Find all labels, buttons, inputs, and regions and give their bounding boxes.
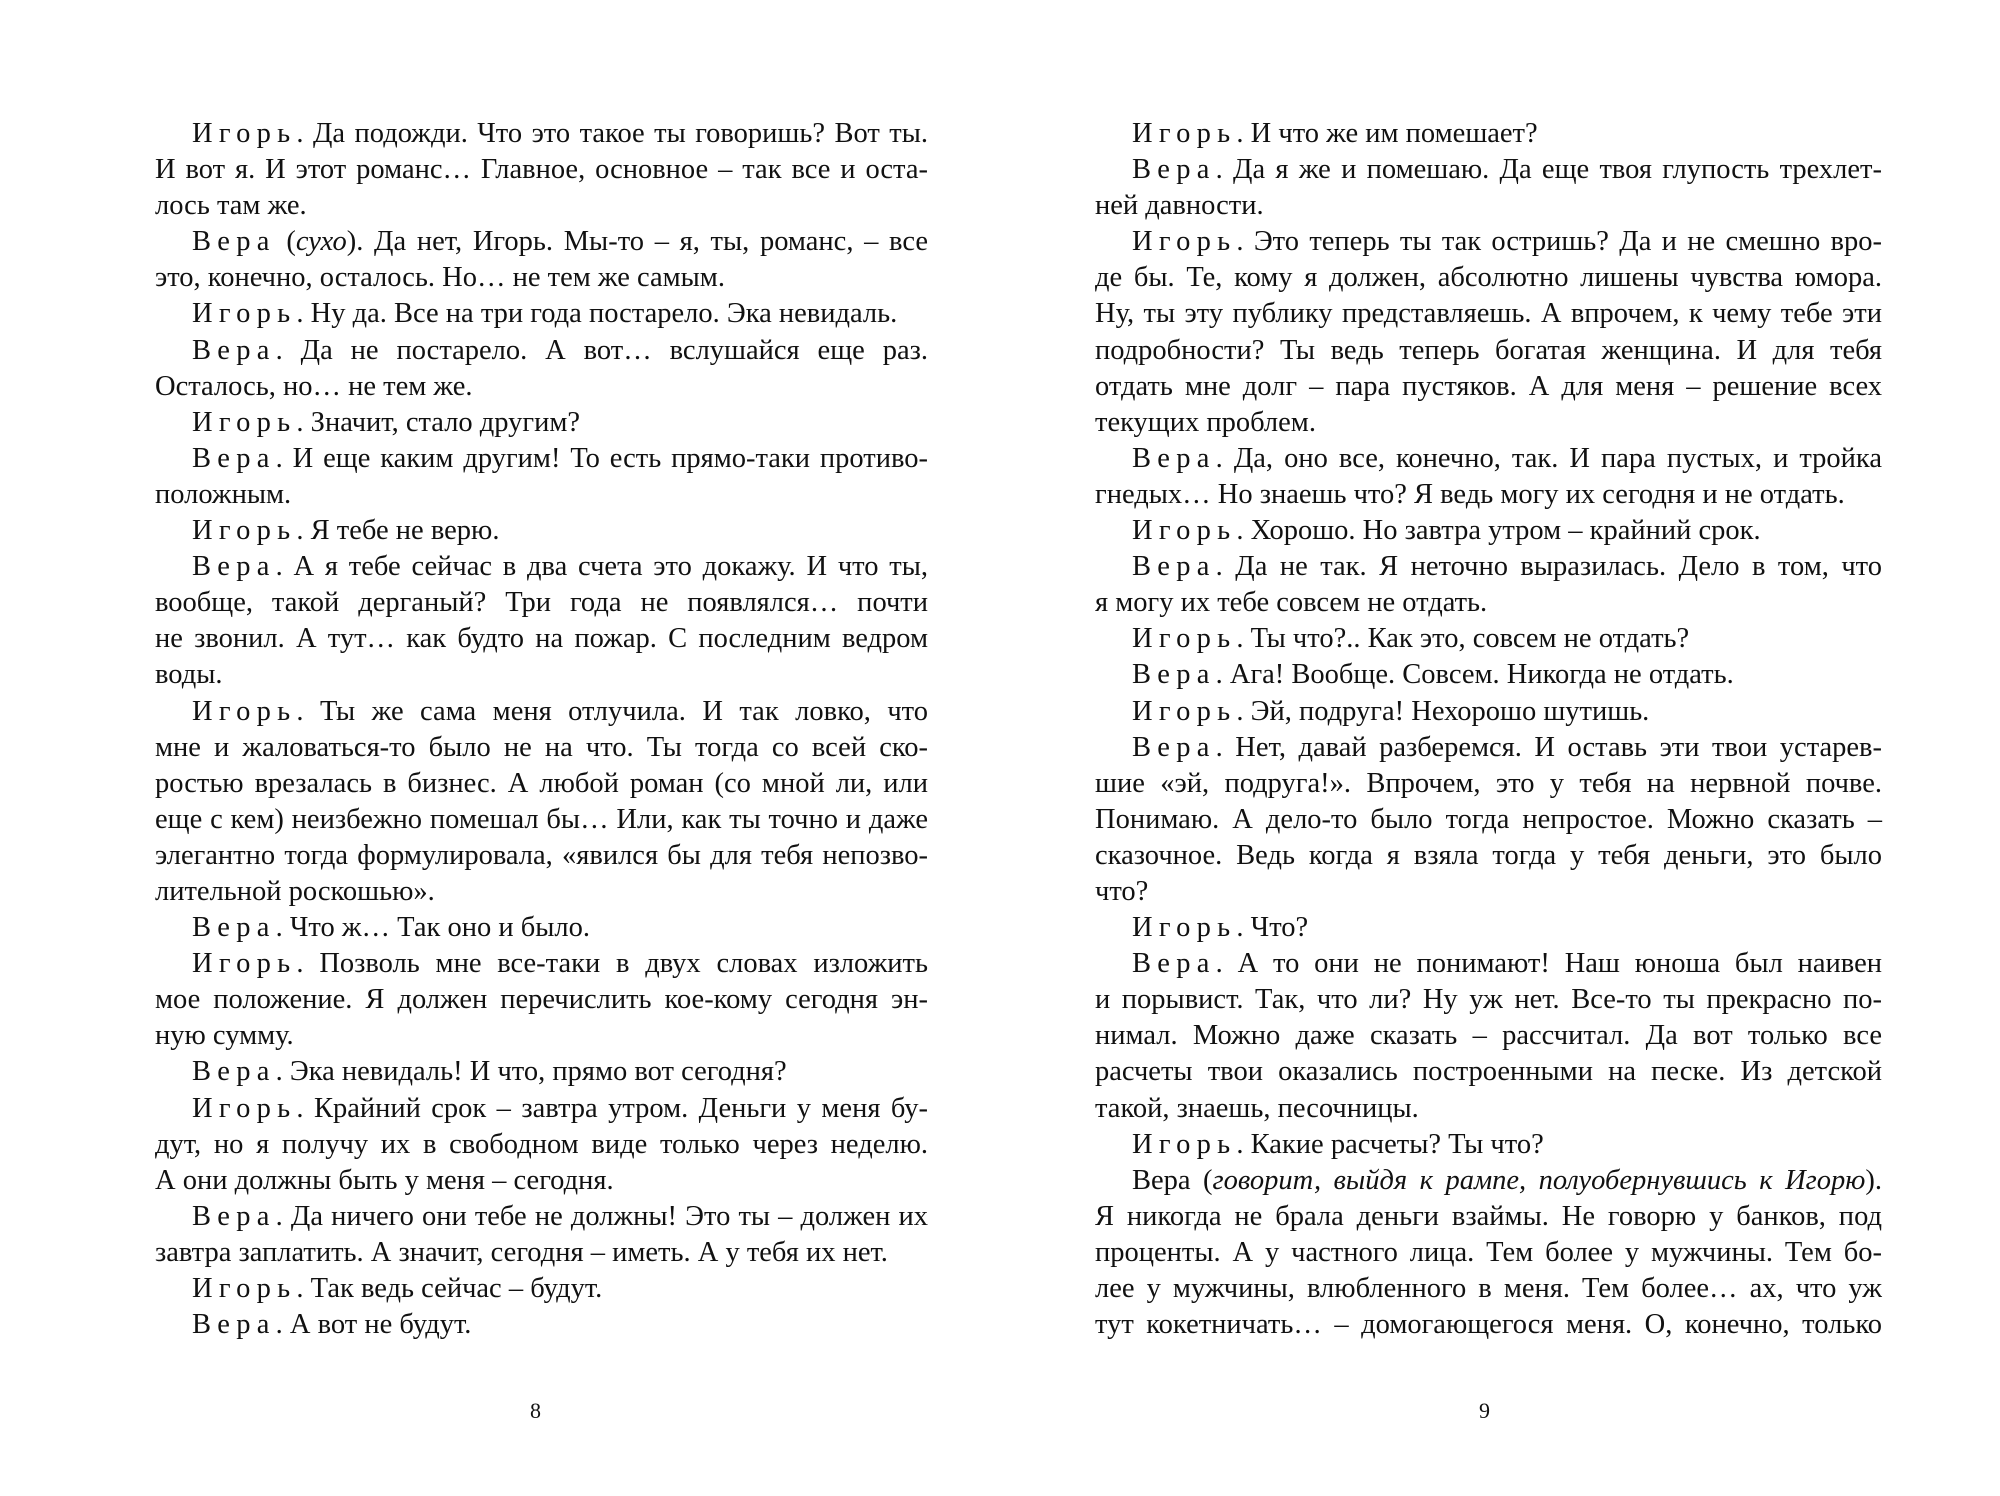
- line-text: . Позволь мне все-таки в двух словах изложить: [296, 948, 928, 980]
- text-line: [155, 152, 928, 188]
- text-line: [155, 838, 928, 874]
- line-text: нимал. Можно даже сказать – рассчитал. Да вот только все: [1095, 1020, 1882, 1052]
- paragraph: [155, 1271, 928, 1307]
- text-line: [1095, 730, 1882, 766]
- line-text: . Что?: [1236, 912, 1309, 944]
- line-text: Осталось, но… не тем же.: [155, 370, 473, 402]
- line-text: . Какие расчеты? Ты что?: [1236, 1128, 1544, 1160]
- paragraph: [1095, 441, 1882, 513]
- speaker-name: Игорь: [192, 1092, 297, 1124]
- paragraph: [155, 549, 928, 693]
- text-line: [155, 1271, 928, 1307]
- line-text: лительной роскошью».: [155, 875, 435, 907]
- text-line: [155, 946, 928, 982]
- text-line: [1095, 946, 1882, 982]
- paragraph: [1095, 621, 1882, 657]
- text-line: [155, 296, 928, 332]
- text-line: [155, 441, 928, 477]
- paragraph: [155, 1307, 928, 1343]
- line-text: ростью врезалась в бизнес. А любой роман (со мной ли, или: [155, 767, 928, 799]
- paragraph: [1095, 116, 1882, 152]
- line-text: . Эй, подруга! Нехорошо шутишь.: [1236, 695, 1650, 727]
- paragraph: [155, 1054, 928, 1090]
- line-text: шие «эй, подруга!». Впрочем, это у тебя на нервной почве.: [1095, 767, 1882, 799]
- text-line: [155, 1127, 928, 1163]
- line-text: . Хорошо. Но завтра утром – крайний срок.: [1236, 515, 1761, 547]
- paragraph: [1095, 910, 1882, 946]
- text-line: [155, 802, 928, 838]
- paragraph: [1095, 1163, 1882, 1343]
- line-text: . Эка невидаль! И что, прямо вот сегодня?: [275, 1056, 787, 1088]
- line-text: ней давности.: [1095, 190, 1264, 222]
- text-line: [1095, 1127, 1882, 1163]
- paragraph: [1095, 224, 1882, 441]
- text-line: [155, 1054, 928, 1090]
- line-text: я могу их тебе совсем не отдать.: [1095, 587, 1488, 619]
- line-text: . Да я же и помешаю. Да еще твоя глупость трехлет-: [1215, 154, 1882, 186]
- text-line: [1095, 910, 1882, 946]
- line-text: . Крайний срок – завтра утром. Деньги у меня бу-: [296, 1092, 928, 1124]
- text-line: [1095, 802, 1882, 838]
- text-line: [155, 513, 928, 549]
- text-line: [1095, 621, 1882, 657]
- text-line: [1095, 1271, 1882, 1307]
- text-line: [1095, 116, 1882, 152]
- line-text: . Нет, давай разберемся. И оставь эти твои устарев-: [1215, 731, 1882, 763]
- page-number-left: 8: [530, 1398, 541, 1423]
- text-line: [155, 982, 928, 1018]
- text-line: [1095, 369, 1882, 405]
- text-line: [1095, 657, 1882, 693]
- line-text: не звонил. А тут… как будто на пожар. С последним ведром: [155, 623, 928, 655]
- speaker-name: Вера: [1132, 154, 1216, 186]
- paragraph: [155, 910, 928, 946]
- speaker-name: Вера: [1132, 442, 1216, 474]
- line-text: расчеты твои оказались построенными на песке. Из детской: [1095, 1056, 1882, 1088]
- right-page-text: [1095, 116, 1882, 1343]
- line-text: . Да, оно все, конечно, так. И пара пустых, и тройка: [1215, 442, 1882, 474]
- paragraph: [155, 1199, 928, 1271]
- line-text: де бы. Те, кому я должен, абсолютно лишены чувства юмора.: [1095, 262, 1882, 294]
- paragraph: [1095, 657, 1882, 693]
- line-text: Ну, ты эту публику представляешь. А впрочем, к чему тебе эти: [1095, 298, 1882, 330]
- speaker-name: Игорь: [1132, 695, 1237, 727]
- paragraph: [155, 694, 928, 911]
- text-line: [155, 1091, 928, 1127]
- line-text: дут, но я получу их в свободном виде только через неделю.: [155, 1128, 928, 1160]
- line-text: отдать мне долг – пара пустяков. А для меня – решение всех: [1095, 370, 1882, 402]
- text-line: [155, 477, 928, 513]
- text-line: [155, 910, 928, 946]
- line-text: Понимаю. А дело-то было тогда непростое. Можно сказать –: [1095, 803, 1882, 835]
- line-text: . Ну да. Все на три года постарело. Эка невидаль.: [296, 298, 898, 330]
- paragraph: [155, 1091, 928, 1199]
- line-text: элегантно тогда формулировала, «явился бы для тебя непозво-: [155, 839, 928, 871]
- text-line: [155, 116, 928, 152]
- speaker-name: Игорь: [192, 948, 297, 980]
- text-line: [1095, 477, 1882, 513]
- text-line: [155, 1307, 928, 1343]
- speaker-name: Вера: [1132, 948, 1216, 980]
- text-line: [155, 766, 928, 802]
- speaker-name: Игорь: [192, 298, 297, 330]
- paragraph: [1095, 946, 1882, 1126]
- line-text: лось там же.: [155, 190, 307, 222]
- paragraph: [1095, 152, 1882, 224]
- line-text: тут кокетничать… – домогающегося меня. О, конечно, только: [1095, 1309, 1882, 1341]
- speaker-name: Игорь: [1132, 623, 1237, 655]
- line-text: положным.: [155, 478, 292, 510]
- text-line: [155, 694, 928, 730]
- line-text: вообще, такой дерганый? Три года не появлялся… почти: [155, 587, 928, 619]
- paragraph: [155, 513, 928, 549]
- text-line: [1095, 1018, 1882, 1054]
- line-text: проценты. А у частного лица. Тем более у мужчины. Тем бо-: [1095, 1236, 1882, 1268]
- text-line: [1095, 1199, 1882, 1235]
- paragraph: [155, 441, 928, 513]
- text-line: [155, 549, 928, 585]
- text-line: [1095, 694, 1882, 730]
- text-line: [1095, 1235, 1882, 1271]
- text-line: [1095, 513, 1882, 549]
- left-page-text: [155, 116, 928, 1343]
- speaker-name: Вера: [1132, 551, 1216, 583]
- line-text: ).: [1865, 1164, 1882, 1196]
- speaker-name: Вера: [192, 1056, 276, 1088]
- page-number-right: 9: [1479, 1398, 1490, 1423]
- text-line: [155, 405, 928, 441]
- text-line: [1095, 152, 1882, 188]
- line-text: . А я тебе сейчас в два счета это докажу. И что ты,: [275, 551, 928, 583]
- line-text: (: [275, 226, 296, 258]
- text-line: [155, 369, 928, 405]
- line-text: Вера (: [1132, 1164, 1213, 1196]
- speaker-name: Вера: [192, 1309, 276, 1341]
- text-line: [155, 260, 928, 296]
- speaker-name: Вера: [192, 334, 276, 366]
- line-text: лее у мужчины, влюбленного в меня. Тем более… ах, что уж: [1095, 1273, 1882, 1304]
- line-text: такой, знаешь, песочницы.: [1095, 1092, 1419, 1124]
- paragraph: [155, 116, 928, 224]
- speaker-name: Вера: [1132, 731, 1216, 763]
- line-text: сказочное. Ведь когда я взяла тогда у тебя деньги, это было: [1095, 839, 1882, 871]
- speaker-name: Вера: [192, 912, 276, 944]
- text-line: [155, 874, 928, 910]
- paragraph: [155, 946, 928, 1054]
- speaker-name: Игорь: [192, 515, 297, 547]
- line-text: завтра заплатить. А значит, сегодня – иметь. А у тебя их нет.: [155, 1236, 888, 1268]
- text-line: [155, 1163, 928, 1199]
- line-text: что?: [1095, 875, 1149, 907]
- text-line: [155, 188, 928, 224]
- line-text: . Да не постарело. А вот… вслушайся еще раз.: [275, 334, 928, 366]
- speaker-name: Вера: [192, 1200, 276, 1232]
- paragraph: [155, 333, 928, 405]
- text-line: [1095, 1307, 1882, 1343]
- line-text: воды.: [155, 659, 223, 691]
- line-text: . Да ничего они тебе не должны! Это ты – должен их: [275, 1200, 928, 1232]
- line-text: . А то они не понимают! Наш юноша был наивен: [1215, 948, 1882, 980]
- text-line: [1095, 224, 1882, 260]
- text-line: [155, 1199, 928, 1235]
- text-line: [155, 621, 928, 657]
- line-text: еще с кем) неизбежно помешал бы… Или, как ты точно и даже: [155, 803, 928, 835]
- text-line: [1095, 585, 1882, 621]
- speaker-name: Вера: [192, 442, 276, 474]
- text-line: [1095, 260, 1882, 296]
- paragraph: [1095, 549, 1882, 621]
- text-line: [155, 1018, 928, 1054]
- line-text: . Ты же сама меня отлучила. И так ловко, что: [296, 695, 928, 727]
- paragraph: [1095, 730, 1882, 910]
- text-line: [1095, 874, 1882, 910]
- text-line: [1095, 982, 1882, 1018]
- text-line: [155, 224, 928, 260]
- text-line: [155, 585, 928, 621]
- speaker-name: Игорь: [1132, 226, 1237, 258]
- text-line: [1095, 333, 1882, 369]
- line-text: Я никогда не брала деньги взаймы. Не говорю у банков, под: [1095, 1200, 1882, 1232]
- line-text: . И еще каким другим! То есть прямо-таки противо-: [275, 442, 928, 474]
- line-text: ). Да нет, Игорь. Мы-то – я, ты, романс, – все: [346, 226, 928, 258]
- speaker-name: Вера: [192, 226, 276, 258]
- line-text: . Ага! Вообще. Совсем. Никогда не отдать.: [1215, 659, 1734, 691]
- speaker-name: Игорь: [1132, 912, 1237, 944]
- line-text: . Это теперь ты так остришь? Да и не смешно вро-: [1236, 226, 1882, 258]
- speaker-name: Вера: [192, 551, 276, 583]
- text-line: [1095, 1091, 1882, 1127]
- line-text: . Да не так. Я неточно выразилась. Дело в том, что: [1215, 551, 1882, 583]
- text-line: [155, 730, 928, 766]
- line-text: мне и жаловаться-то было не на что. Ты тогда со всей ско-: [155, 731, 928, 763]
- text-line: [155, 657, 928, 693]
- text-line: [155, 1235, 928, 1271]
- text-line: [1095, 405, 1882, 441]
- line-text: А они должны быть у меня – сегодня.: [155, 1164, 614, 1196]
- speaker-name: Игорь: [192, 695, 297, 727]
- line-text: ную сумму.: [155, 1020, 294, 1052]
- speaker-name: Игорь: [192, 406, 297, 438]
- line-text: . Ты что?.. Как это, совсем не отдать?: [1236, 623, 1690, 655]
- line-text: И вот я. И этот романс… Главное, основное – так все и оста-: [155, 154, 928, 186]
- line-text: . Значит, стало другим?: [296, 406, 581, 438]
- text-line: [1095, 838, 1882, 874]
- stage-direction: говорит, выйдя к рампе, полуобернувшись к Игорю: [1212, 1164, 1866, 1196]
- speaker-name: Игорь: [1132, 515, 1237, 547]
- paragraph: [1095, 694, 1882, 730]
- line-text: это, конечно, осталось. Но… не тем же самым.: [155, 262, 725, 294]
- text-line: [1095, 766, 1882, 802]
- line-text: и порывист. Так, что ли? Ну уж нет. Все-то ты прекрасно по-: [1095, 984, 1882, 1016]
- speaker-name: Игорь: [1132, 118, 1237, 149]
- speaker-name: Вера: [1132, 659, 1216, 691]
- line-text: . И что же им помешает?: [1236, 118, 1538, 149]
- text-line: [1095, 1054, 1882, 1090]
- text-line: [1095, 188, 1882, 224]
- speaker-name: Игорь: [192, 1273, 297, 1304]
- line-text: . Я тебе не верю.: [296, 515, 500, 547]
- paragraph: [1095, 513, 1882, 549]
- text-line: [1095, 296, 1882, 332]
- paragraph: [155, 405, 928, 441]
- line-text: текущих проблем.: [1095, 406, 1316, 438]
- line-text: . Так ведь сейчас – будут.: [296, 1273, 603, 1304]
- text-line: [1095, 1163, 1882, 1199]
- text-line: [155, 333, 928, 369]
- line-text: мое положение. Я должен перечислить кое-кому сегодня эн-: [155, 984, 928, 1016]
- speaker-name: Игорь: [192, 118, 297, 149]
- stage-direction: сухо: [295, 226, 347, 258]
- text-line: [1095, 441, 1882, 477]
- paragraph: [155, 224, 928, 296]
- line-text: гнедых… Но знаешь что? Я ведь могу их сегодня и не отдать.: [1095, 478, 1845, 510]
- line-text: . А вот не будут.: [275, 1309, 472, 1341]
- paragraph: [155, 296, 928, 332]
- text-line: [1095, 549, 1882, 585]
- speaker-name: Игорь: [1132, 1128, 1237, 1160]
- line-text: . Да подожди. Что это такое ты говоришь? Вот ты.: [296, 118, 928, 149]
- paragraph: [1095, 1127, 1882, 1163]
- line-text: подробности? Ты ведь теперь богатая женщина. И для тебя: [1095, 334, 1882, 366]
- line-text: . Что ж… Так оно и было.: [275, 912, 591, 944]
